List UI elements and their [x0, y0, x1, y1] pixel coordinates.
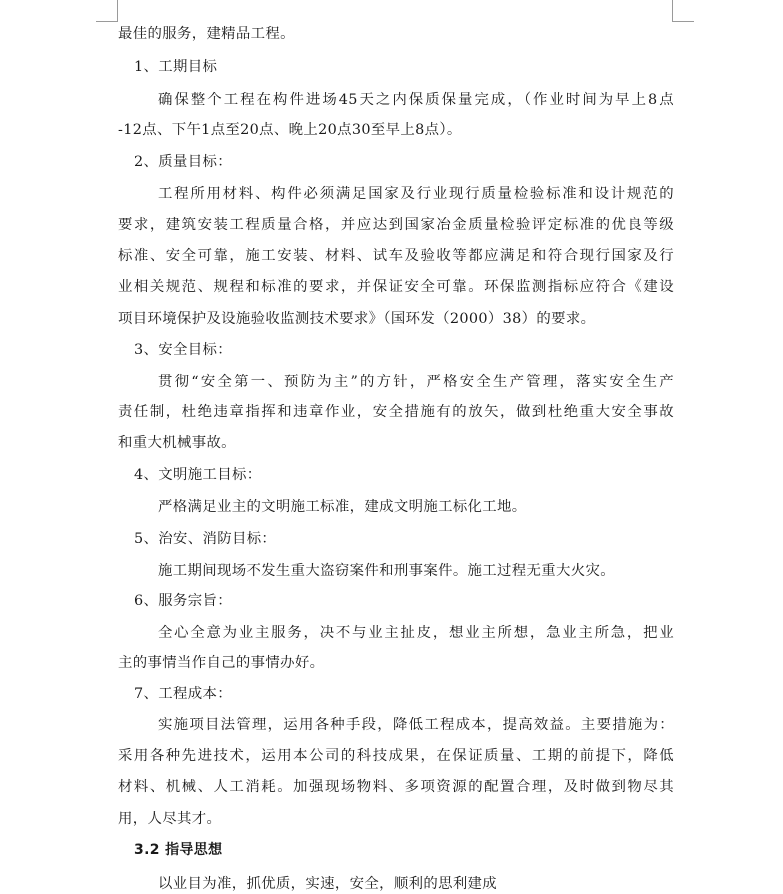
- numbered-heading-schedule: 1、工期目标: [134, 59, 218, 75]
- paragraph-line-cut-off: 以业目为准，抓优质，实速，安全，顺利的思利建成: [158, 876, 498, 892]
- numbered-heading-civilized-construction: 4、文明施工目标：: [134, 467, 262, 483]
- paragraph-line: 主的事情当作自己的事情办好。: [118, 655, 325, 671]
- crop-mark-top-right-vertical: [672, 0, 673, 22]
- paragraph-line: -12点、下午1点至20点、晚上20点30至早上8点）。: [118, 122, 462, 138]
- paragraph-line: 最佳的服务，建精品工程。: [118, 26, 295, 42]
- paragraph-line: 责任制，杜绝违章指挥和违章作业，安全措施有的放矢，做到杜绝重大安全事故: [118, 404, 674, 420]
- paragraph-line: 采用各种先进技术，运用本公司的科技成果，在保证质量、工期的前提下，降低: [118, 748, 674, 764]
- paragraph-line: 确保整个工程在构件进场45天之内保质保量完成，（作业时间为早上8点: [158, 92, 674, 108]
- numbered-heading-cost: 7、工程成本：: [134, 686, 232, 702]
- paragraph-line: 标准、安全可靠，施工安装、材料、试车及验收等都应满足和符合现行国家及行: [118, 248, 674, 264]
- paragraph-line: 材料、机械、人工消耗。加强现场物料、多项资源的配置合理，及时做到物尽其: [118, 779, 674, 795]
- paragraph-line: 和重大机械事故。: [118, 435, 236, 451]
- numbered-heading-safety: 3、安全目标：: [134, 342, 232, 358]
- section-heading-guiding-ideology: 3.2 指导思想: [134, 842, 223, 858]
- numbered-heading-quality: 2、质量目标：: [134, 154, 232, 170]
- paragraph-line: 用，人尽其才。: [118, 811, 222, 827]
- numbered-heading-security-fire: 5、治安、消防目标：: [134, 531, 277, 547]
- paragraph-line: 业相关规范、规程和标准的要求，并保证安全可靠。环保监测指标应符合《建设: [118, 279, 674, 295]
- paragraph-line: 贯彻“安全第一、预防为主”的方针，严格安全生产管理，落实安全生产: [158, 374, 674, 390]
- crop-mark-top-left-horizontal: [96, 21, 117, 22]
- paragraph-line: 施工期间现场不发生重大盗窃案件和刑事案件。施工过程无重大火灾。: [158, 563, 615, 579]
- paragraph-line: 实施项目法管理，运用各种手段，降低工程成本，提高效益。主要措施为：: [158, 717, 674, 733]
- crop-mark-top-right-horizontal: [673, 21, 694, 22]
- paragraph-line: 要求，建筑安装工程质量合格，并应达到国家冶金质量检验评定标准的优良等级: [118, 217, 674, 233]
- paragraph-line: 严格满足业主的文明施工标准，建成文明施工标化工地。: [158, 499, 527, 515]
- paragraph-line: 项目环境保护及设施验收监测技术要求》（国环发（2000）38）的要求。: [118, 311, 596, 327]
- paragraph-line: 全心全意为业主服务，决不与业主扯皮，想业主所想，急业主所急，把业: [158, 625, 674, 641]
- crop-mark-top-left-vertical: [117, 0, 118, 22]
- numbered-heading-service: 6、服务宗旨：: [134, 593, 232, 609]
- paragraph-line: 工程所用材料、构件必须满足国家及行业现行质量检验标准和设计规范的: [158, 186, 674, 202]
